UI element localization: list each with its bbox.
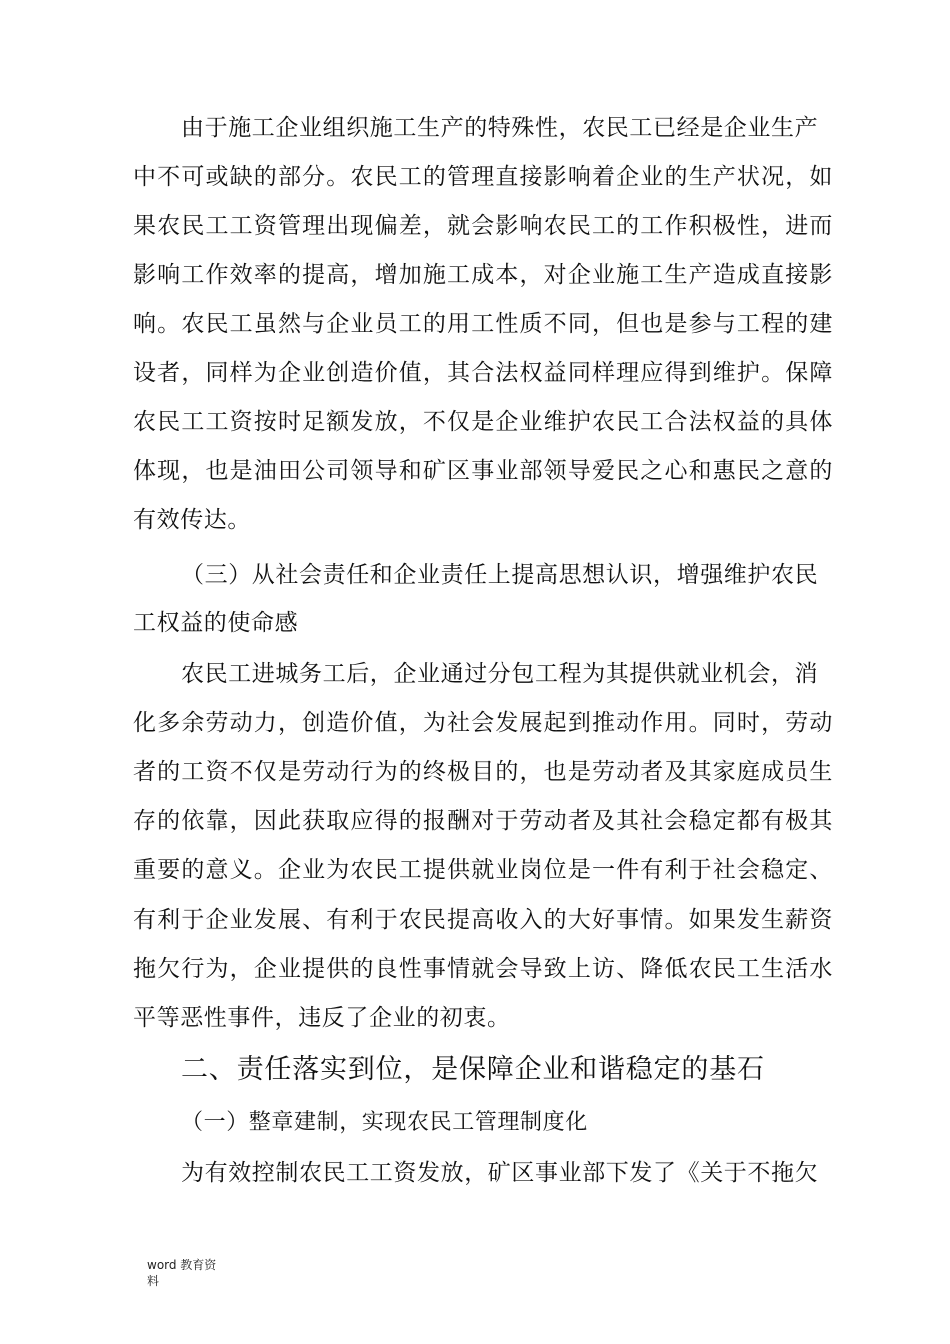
paragraph-line: 平等恶性事件，违反了企业的初衷。 [133,1005,511,1031]
paragraph-line: 重要的意义。企业为农民工提供就业岗位是一件有利于社会稳定、 [133,857,833,883]
chapter-heading: 二、责任落实到位，是保障企业和谐稳定的基石 [181,1054,765,1085]
paragraph-line: 体现，也是油田公司领导和矿区事业部领导爱民之心和惠民之意的 [133,458,833,484]
paragraph-line: 为有效控制农民工工资发放，矿区事业部下发了《关于不拖欠 [181,1160,819,1186]
paragraph-line: 响。农民工虽然与企业员工的用工性质不同，但也是参与工程的建 [133,311,833,337]
paragraph-line: 有利于企业发展、有利于农民提高收入的大好事情。如果发生薪资 [133,907,833,933]
subsection-heading: （一）整章建制，实现农民工管理制度化 [181,1110,588,1135]
paragraph-line: 果农民工工资管理出现偏差，就会影响农民工的工作积极性，进而 [133,213,833,239]
paragraph-line: 化多余劳动力，创造价值，为社会发展起到推动作用。同时，劳动 [133,710,833,736]
section-heading: （三）从社会责任和企业责任上提高思想认识，增强维护农民 [181,562,819,588]
paragraph-line: 农民工进城务工后，企业通过分包工程为其提供就业机会，消 [181,661,819,687]
paragraph-line: 中不可或缺的部分。农民工的管理直接影响着企业的生产状况，如 [133,164,833,190]
paragraph-line: 拖欠行为，企业提供的良性事情就会导致上访、降低农民工生活水 [133,956,833,982]
paragraph-line: 者的工资不仅是劳动行为的终极目的，也是劳动者及其家庭成员生 [133,759,833,785]
footer-line: 料 [147,1274,160,1288]
paragraph-line: 设者，同样为企业创造价值，其合法权益同样理应得到维护。保障 [133,360,833,386]
paragraph-line: 有效传达。 [133,507,251,533]
section-heading: 工权益的使命感 [133,610,299,636]
paragraph-line: 由于施工企业组织施工生产的特殊性，农民工已经是企业生产 [181,115,819,141]
paragraph-line: 农民工工资按时足额发放，不仅是企业维护农民工合法权益的具体 [133,409,833,435]
paragraph-line: 影响工作效率的提高，增加施工成本，对企业施工生产造成直接影 [133,262,833,288]
footer-line: word 教育资 [147,1258,217,1272]
page-footer [147,1257,216,1289]
paragraph-line: 存的依靠，因此获取应得的报酬对于劳动者及其社会稳定都有极其 [133,808,833,834]
